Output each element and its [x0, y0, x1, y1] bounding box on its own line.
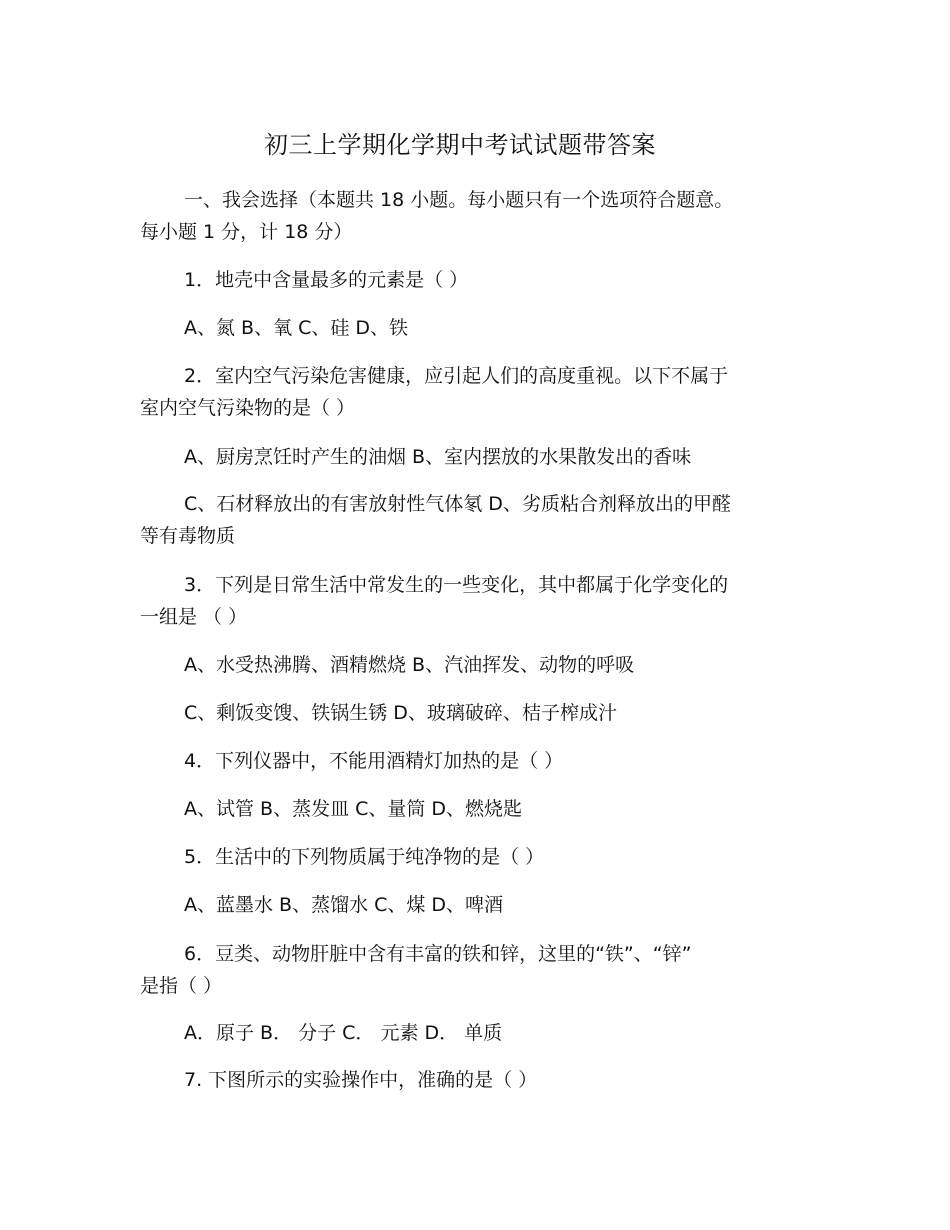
question-text: 3．下列是日常生活中常发生的一些变化，其中都属于化学变化的: [184, 574, 729, 596]
question-6-stem: [140, 938, 800, 1002]
question-text: 4．下列仪器中，不能用酒精灯加热的是（ ）: [184, 750, 564, 772]
question-1-options: [140, 312, 800, 344]
question-5-stem: [140, 841, 800, 873]
question-3-stem: [140, 569, 800, 633]
options-text: A、氮 B、氧 C、硅 D、铁: [184, 317, 409, 339]
question-3-options-a: [140, 649, 800, 681]
question-text: 1．地壳中含量最多的元素是（ ）: [184, 269, 469, 291]
options-text: C、剩饭变馊、铁锅生锈 D、玻璃破碎、桔子榨成汁: [184, 702, 617, 724]
question-text: 7. 下图所示的实验操作中，准确的是（ ）: [184, 1069, 538, 1091]
question-text: 2．室内空气污染危害健康，应引起人们的高度重视。以下不属于: [184, 365, 729, 387]
page-title: 初三上学期化学期中考试试题带答案: [264, 131, 656, 159]
options-text: C、石材释放出的有害放射性气体氡 D、劣质粘合剂释放出的甲醛: [184, 493, 731, 515]
question-2-stem: [140, 360, 800, 424]
question-7-stem: [140, 1064, 800, 1096]
section-heading: [140, 184, 800, 248]
question-6-options: [140, 1017, 800, 1049]
question-text: 是指（ ）: [140, 975, 223, 997]
question-4-options: [140, 793, 800, 825]
section-heading-line: 一、我会选择（本题共 18 小题。每小题只有一个选项符合题意。: [184, 189, 734, 211]
question-text: 一组是 （ ）: [140, 606, 248, 628]
question-1-stem: [140, 264, 800, 296]
options-text: A．原子 B． 分子 C． 元素 D． 单质: [184, 1022, 503, 1044]
question-2-options-b: [140, 488, 800, 552]
question-text: 室内空气污染物的是（ ）: [140, 397, 356, 419]
options-text: 等有毒物质: [140, 525, 236, 547]
section-heading-line: 每小题 1 分，计 18 分）: [140, 221, 353, 243]
options-text: A、厨房烹饪时产生的油烟 B、室内摆放的水果散发出的香味: [184, 446, 692, 468]
question-3-options-b: [140, 697, 800, 729]
question-text: 5．生活中的下列物质属于纯净物的是（ ）: [184, 846, 545, 868]
options-text: A、试管 B、蒸发皿 C、量筒 D、燃烧匙: [184, 798, 523, 820]
question-2-options-a: [140, 441, 800, 473]
question-4-stem: [140, 745, 800, 777]
options-text: A、蓝墨水 B、蒸馏水 C、煤 D、啤酒: [184, 894, 504, 916]
question-5-options: [140, 889, 800, 921]
options-text: A、水受热沸腾、酒精燃烧 B、汽油挥发、动物的呼吸: [184, 654, 635, 676]
question-text: 6．豆类、动物肝脏中含有丰富的铁和锌，这里的“铁”、“锌”: [184, 943, 692, 965]
